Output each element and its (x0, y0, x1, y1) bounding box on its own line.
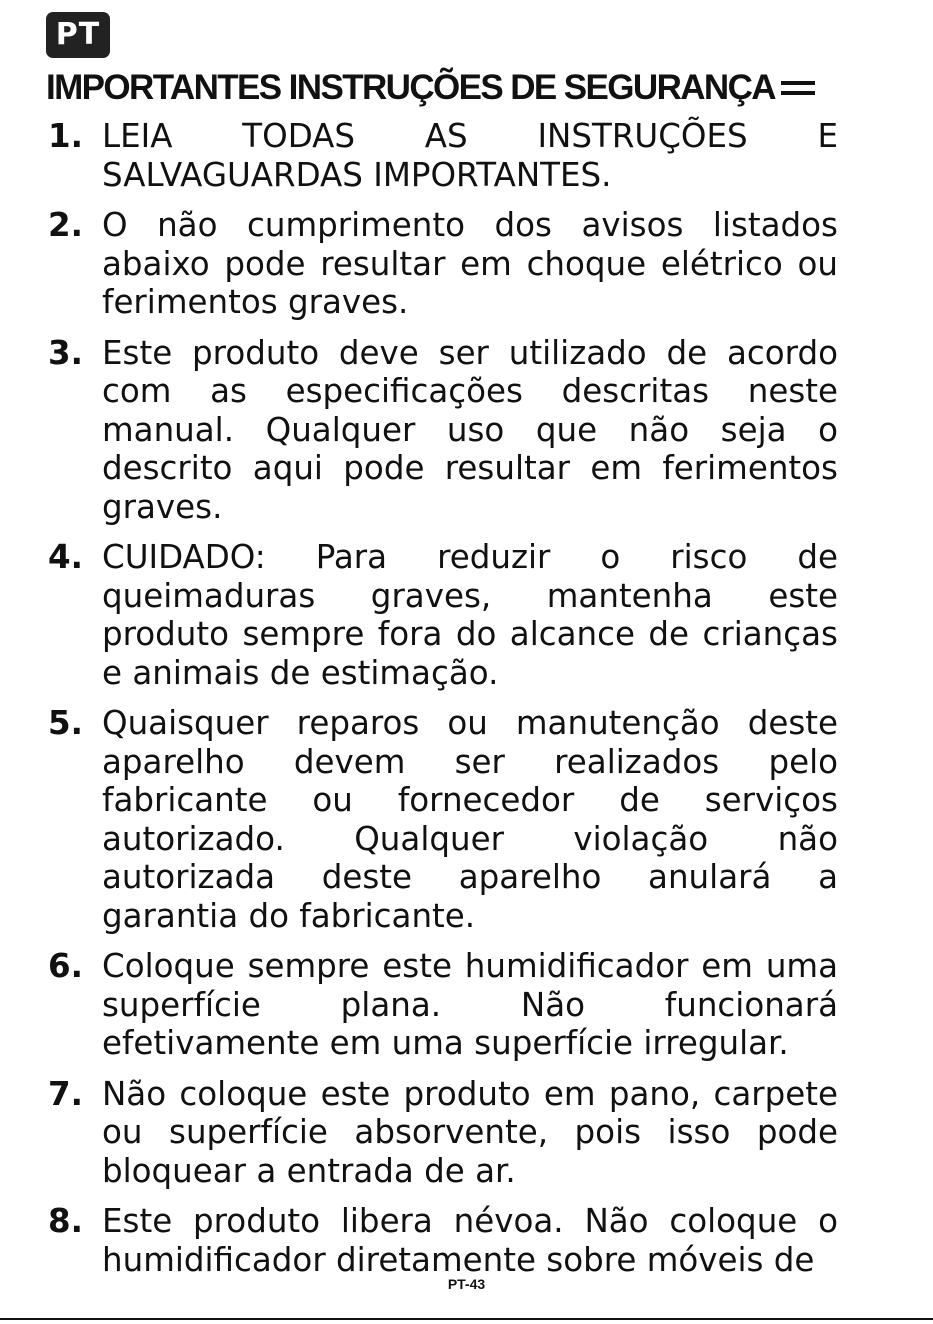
item-text: Este produto deve ser utilizado de acordo com as especificações descritas neste manual. Qualquer uso que não seja o descrito aqui pode resultar em ferimentos graves. (102, 333, 838, 526)
item-number: 4. (48, 538, 83, 576)
item-text: CUIDADO: Para reduzir o risco de queimaduras graves, mantenha este produto sempre fora do alcance de crianças e animais de estimação. (102, 538, 838, 692)
list-item (48, 206, 838, 322)
heading-title: IMPORTANTES INSTRUÇÕES DE SEGURANÇA (46, 68, 775, 107)
safety-instructions-list (48, 117, 838, 1291)
item-number: 1. (48, 117, 83, 155)
list-item (48, 1202, 838, 1279)
list-item (48, 538, 838, 692)
language-badge: PT (46, 12, 110, 58)
item-number: 7. (48, 1074, 83, 1113)
item-text: Este produto libera névoa. Não coloque o humidificador diretamente sobre móveis de (102, 1202, 838, 1279)
item-text: LEIA TODAS AS INSTRUÇÕES E SALVAGUARDAS IMPORTANTES. (102, 117, 838, 194)
section-heading (46, 64, 846, 112)
heading-double-rule (781, 81, 815, 95)
item-text: O não cumprimento dos avisos listados abaixo pode resultar em choque elétrico ou ferimentos graves. (102, 206, 838, 321)
item-number: 5. (48, 704, 83, 742)
list-item (48, 334, 838, 527)
item-text: Não coloque este produto em pano, carpete ou superfície absorvente, pois isso pode bloquear a entrada de ar. (102, 1074, 838, 1190)
list-item (48, 117, 838, 194)
list-item (48, 947, 838, 1063)
list-item (48, 1075, 838, 1191)
item-number: 6. (48, 947, 83, 985)
item-number: 3. (48, 333, 83, 372)
item-number: 8. (48, 1202, 83, 1240)
bottom-divider (0, 1318, 933, 1320)
page-number: PT-43 (447, 1276, 486, 1292)
list-item (48, 704, 838, 935)
item-number: 2. (48, 206, 83, 244)
item-text: Coloque sempre este humidificador em uma superfície plana. Não funcionará efetivamente em uma superfície irregular. (102, 947, 838, 1062)
item-text: Quaisquer reparos ou manutenção deste aparelho devem ser realizados pelo fabricante ou fornecedor de serviços autorizado. Qualquer violação não autorizada deste aparelho anulará a garantia do fabricante. (102, 704, 838, 935)
